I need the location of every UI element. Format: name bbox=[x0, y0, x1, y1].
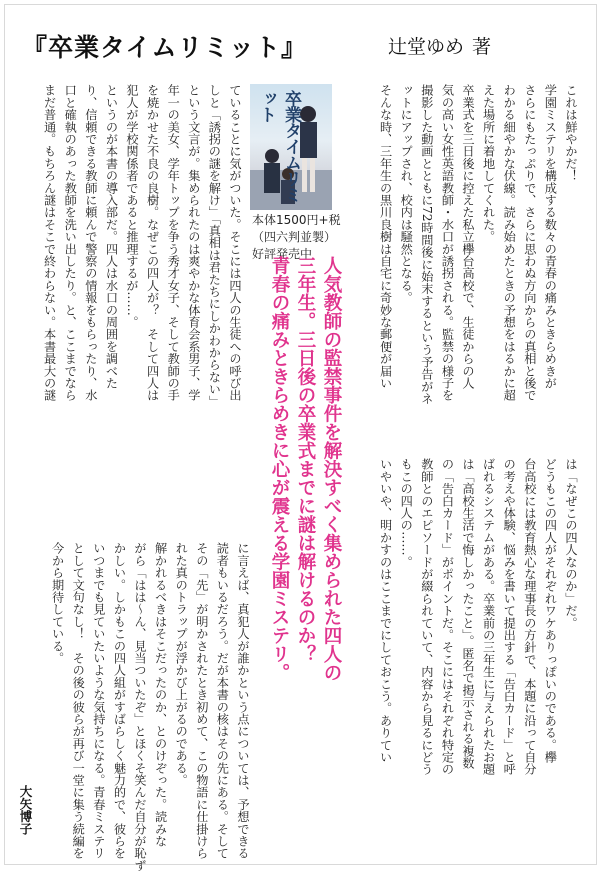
author-suffix: 著 bbox=[472, 36, 492, 58]
author-name: 辻堂ゆめ bbox=[388, 36, 465, 58]
review-body-bottom-right bbox=[375, 458, 581, 848]
review-line: わかる細やかな伏線。読み始めたときの予想をはるかに超 bbox=[502, 84, 517, 402]
review-line: そんな時、三年生の黒川良樹は自宅に奇妙な郵便が届い bbox=[378, 84, 393, 389]
review-line: えた場所に着地してくれた。 bbox=[481, 84, 496, 243]
price: 本体1500円+税 bbox=[252, 213, 341, 227]
review-line: ばれるシステムがある。卒業前の三年生に与えられたお題 bbox=[481, 458, 496, 776]
review-line: を焼かせた不良の良樹。なぜこの四人が？ そして四人は bbox=[145, 84, 160, 402]
review-line: 年一の美女、学年トップを争う秀才女子、そして教師の手 bbox=[166, 84, 181, 402]
review-line: というのが本書の導入部だ。四人は水口の周囲を調べた bbox=[104, 84, 119, 389]
review-line: ていることに気がついた。そこには四人の生徒への呼び出 bbox=[228, 84, 242, 402]
review-line: として文句なし！ その後の彼らが再び一堂に集う続編を bbox=[71, 542, 86, 860]
catchcopy bbox=[266, 256, 344, 846]
reviewer-name: 大矢博子 bbox=[18, 785, 33, 835]
review-line: いやいや、明かすのはここまでにしておこう。ありてい bbox=[378, 458, 393, 763]
review-line: 教師とのエピソードが綴られていて、内容から見るにどう bbox=[419, 458, 434, 776]
catchcopy-line: 青春の痛みときらめきに心が震える学園ミステリ。 bbox=[269, 256, 290, 682]
cover-title: 卒業タイムリミット bbox=[256, 90, 301, 202]
review-line: 読者もいるだろう。だが本書の核はその先にある。そして bbox=[215, 542, 230, 860]
review-line: 卒業式を三日後に控えた私立欅台高校で、生徒からの人 bbox=[461, 84, 476, 389]
author-heading bbox=[388, 32, 491, 59]
review-line: まだ普通。もちろん謎はそこで終わらない。本書最大の謎 bbox=[42, 84, 57, 402]
book-cover-image bbox=[250, 84, 332, 210]
review-body-top-right bbox=[375, 84, 581, 514]
review-line: 解かれるべきはそこだったのか、とのけぞった。読みな bbox=[153, 542, 168, 847]
review-line: これは鮮やかだ！ bbox=[564, 84, 578, 182]
review-line: は「なぜこの四人なのか」だ。 bbox=[564, 458, 578, 629]
review-line: 気の高い女性英語教師・水口が誘拐される。監禁の様子を bbox=[440, 84, 455, 402]
review-line: れた真のトラップが浮かび上がるのである。 bbox=[174, 542, 189, 786]
review-line: かしい。しかもこの四人組がすばらしく魅力的で、彼らを bbox=[112, 542, 127, 860]
review-line: がら「はは〜ん、見当ついたぞ」とほくそ笑んだ自分が恥ず bbox=[133, 542, 148, 871]
book-title: 『卒業タイムリミット』 bbox=[22, 33, 308, 62]
review-body-bottom-left bbox=[47, 542, 253, 871]
review-line: 学園ミステリを構成する数々の青春の痛みときらめきが bbox=[543, 84, 558, 389]
review-line: の考えや体験、悩みを書いて提出する「告白カード」と呼 bbox=[502, 458, 517, 776]
review-line: ットにアップされ、校内は騒然となる。 bbox=[399, 84, 414, 304]
review-line: り、信頼できる教師に頼んで警察の情報をもらったり、水 bbox=[83, 84, 98, 402]
review-line: 今から期待している。 bbox=[50, 542, 65, 664]
review-line: 犯人が学校関係者であると推理するが……。 bbox=[125, 84, 140, 328]
review-body-top-left bbox=[39, 84, 245, 514]
format: （四六判並製） bbox=[252, 230, 337, 244]
review-line: の「告白カード」がポイントだ。そこにはそれぞれ特定の bbox=[440, 458, 455, 776]
review-line: 口と確執のあった教師を洗い出したり。と、ここまでなら bbox=[63, 84, 78, 402]
review-line: という文言が。集められたのは爽やかな体育会系男子、学 bbox=[186, 84, 201, 402]
review-line: さらにもたっぷりで、さらに思わぬ方向からの真相と後で bbox=[522, 84, 537, 402]
review-line: しと「誘拐の謎を解け」「真相は君たちにしかわからない」 bbox=[207, 84, 222, 408]
review-line: その「先」が明かされたとき初めて、この物語に仕掛けら bbox=[194, 542, 209, 860]
review-line: は「高校生活で悔しかったこと」。匿名で掲示される複数 bbox=[461, 458, 476, 770]
review-line: どうもこの四人がそれぞれワケありっぽいのである。欅 bbox=[543, 458, 558, 763]
review-line: もこの四人の……。 bbox=[399, 458, 414, 568]
review-line: 撮影した動画とともに72時間後に始末するという予告がネ bbox=[419, 84, 434, 405]
review-line: いつまでも見ていたいような気持ちになる。青春ミステリ bbox=[91, 542, 106, 860]
release-status: 好評発売中 bbox=[252, 247, 313, 261]
catchcopy-line: 人気教師の監禁事件を解決すべく集められた四人の bbox=[321, 256, 342, 682]
catchcopy-line: 三年生。三日後の卒業式までに謎は解けるのか？ bbox=[295, 256, 316, 663]
review-line: に言えば、真犯人が誰かという点については、予想できる bbox=[236, 542, 250, 860]
review-line: 台高校には教育熱心な理事長の方針で、本題に沿って自分 bbox=[522, 458, 537, 776]
